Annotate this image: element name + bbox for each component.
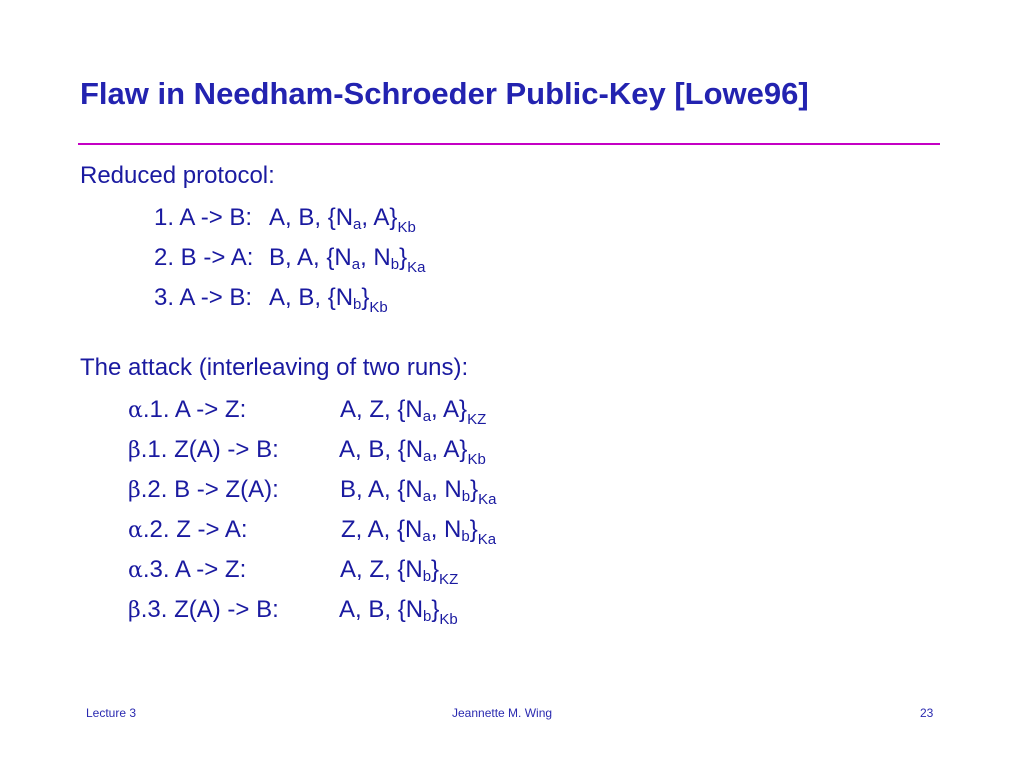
- run-symbol: α: [128, 558, 143, 583]
- step-label: 1. A -> B:: [154, 204, 253, 231]
- reduced-step-3: [154, 284, 654, 316]
- run-symbol: β: [128, 478, 141, 503]
- step-label: 2. B -> A:: [154, 244, 254, 271]
- footer-page-number: 23: [920, 706, 934, 720]
- step-message: B, A, {$N_a$, $N_b\}Ka$: [269, 244, 426, 276]
- attack-step-beta-2: [128, 476, 648, 508]
- step-message: A, B, {$N_a$, A}Kb: [269, 204, 416, 236]
- step-label: .1. A -> Z:: [142, 396, 247, 423]
- run-symbol: β: [128, 438, 141, 463]
- step-message: B, A, {$N_a$, $N_b\}Ka$: [340, 476, 497, 508]
- title-divider: [78, 143, 940, 145]
- step-message: A, Z, {$N_a$, A}KZ: [340, 396, 487, 428]
- step-message: A, Z, $\{N_b\}KZ$: [340, 556, 459, 588]
- step-message: A, B, $\{N_b\}Kb$: [339, 596, 458, 628]
- step-message: A, B, $\{N_b\}Kb$: [269, 284, 388, 316]
- run-symbol: α: [128, 398, 143, 423]
- step-label: .1. Z(A) -> B:: [140, 436, 279, 463]
- attack-step-beta-1: [128, 436, 648, 468]
- attack-step-alpha-3: [128, 556, 648, 588]
- reduced-step-1: [154, 204, 654, 236]
- reduced-step-2: [154, 244, 654, 276]
- attack-step-beta-3: [128, 596, 648, 628]
- step-label: .3. Z(A) -> B:: [140, 596, 279, 623]
- step-label: .2. Z -> A:: [142, 516, 248, 543]
- step-label: 3. A -> B:: [154, 284, 253, 311]
- attack-step-alpha-2: [128, 516, 648, 548]
- footer-author: Jeannette M. Wing: [452, 706, 553, 720]
- step-message: A, B, {$N_a$, A}Kb: [339, 436, 486, 468]
- run-symbol: α: [128, 518, 143, 543]
- step-message: Z, A, {$N_a$, $N_b\}Ka$: [341, 516, 497, 548]
- attack-step-alpha-1: [128, 396, 648, 428]
- slide-title: Flaw in Needham-Schroeder Public-Key [Lowe96]: [80, 76, 809, 111]
- footer-lecture: Lecture 3: [86, 706, 137, 720]
- reduced-protocol-heading: Reduced protocol:: [80, 162, 275, 189]
- step-label: .2. B -> Z(A):: [140, 476, 279, 503]
- attack-heading: The attack (interleaving of two runs):: [80, 354, 469, 381]
- step-label: .3. A -> Z:: [142, 556, 247, 583]
- run-symbol: β: [128, 598, 141, 623]
